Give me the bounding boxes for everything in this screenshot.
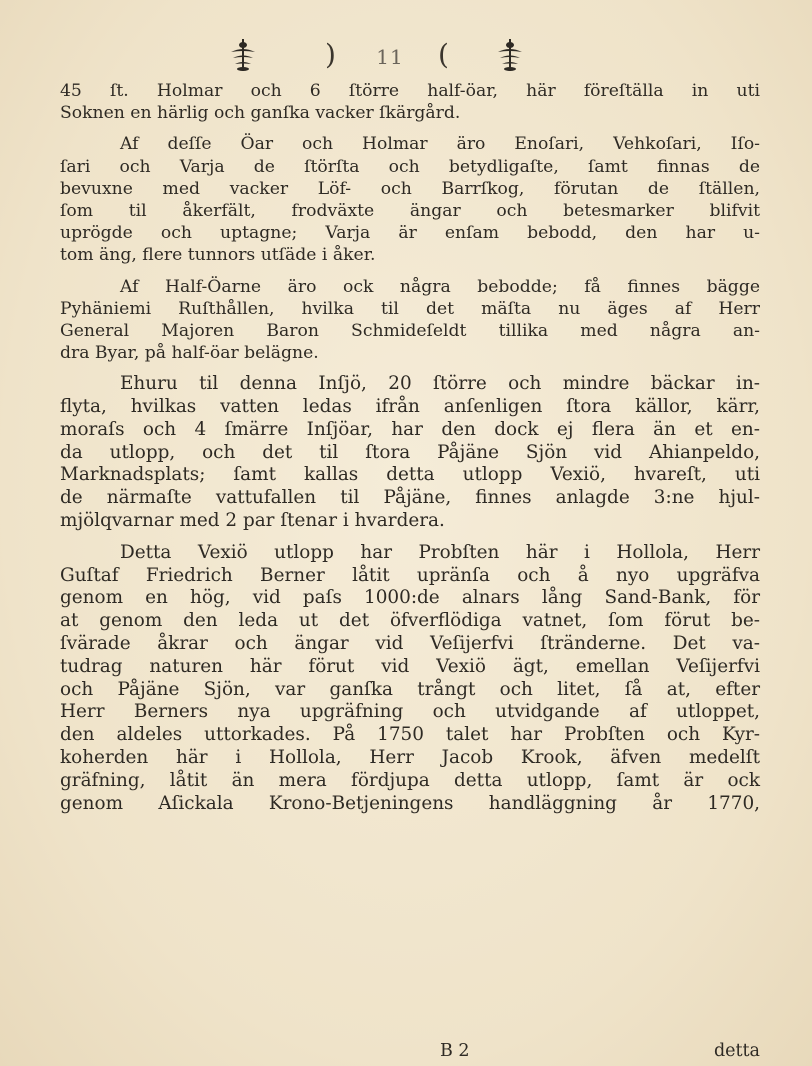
catchword: detta [713, 1041, 760, 1061]
page-footer [60, 1040, 760, 1062]
header-bracket-close: ( [438, 38, 449, 71]
text-line: ſvärade åkrar och ängar vid Veſijerfvi ſtränderne. Det va- [60, 633, 760, 655]
page-header [0, 38, 812, 78]
body-text [60, 80, 760, 815]
text-line: och Påjäne Sjön, var ganſka trångt och litet, ſå at, efter [60, 678, 760, 700]
header-bracket-open: ) [325, 38, 336, 71]
paragraph [60, 542, 760, 816]
text-line: genom en hög, vid paſs 1000:de alnars lång Sand-Bank, för [60, 587, 760, 609]
fleuron-ornament-icon [495, 38, 525, 72]
text-line: tudrag naturen här förut vid Vexiö ägt, emellan Veſijerfvi [60, 655, 760, 677]
text-line: mjölqvarnar med 2 par ſtenar i hvardera. [60, 510, 445, 532]
text-line: Guſtaf Friedrich Berner låtit upränſa och å nyo upgräfva [60, 564, 760, 586]
text-line: ſari och Varja de ſtörſta och betydligaſte, ſamt finnas de [60, 156, 760, 177]
text-line: Ehuru til denna Inſjö, 20 ſtörre och mindre bäckar in- [120, 373, 760, 395]
paragraph [60, 373, 760, 533]
text-line: koherden här i Hollola, Herr Jacob Krook, äfven medelſt [60, 747, 760, 768]
fleuron-ornament-icon [228, 38, 258, 72]
text-line: Herr Berners nya upgräfning och utvidgande af utloppet, [60, 701, 760, 723]
text-line: den aldeles uttorkades. På 1750 talet har Probſten och Kyr- [60, 724, 760, 746]
text-line: moraſs och 4 ſmärre Inſjöar, har den dock ej flera än et en- [60, 418, 760, 440]
text-line: 45 ſt. Holmar och 6 ſtörre half-öar, här föreſtälla in uti [60, 81, 760, 101]
text-line: Soknen en härlig och ganſka vacker ſkärgård. [60, 103, 461, 124]
text-line: uprögde och uptagne; Varja är enſam bebodd, den har u- [60, 223, 760, 244]
text-line: genom Aſickala Krono-Betjeningens handläggning år 1770, [60, 792, 760, 814]
paragraph [60, 133, 760, 266]
paragraph [60, 80, 760, 124]
text-line: General Majoren Baron Schmideſeldt tillika med några an- [60, 320, 760, 341]
text-line: Af deſſe Öar och Holmar äro Enoſari, Vehkoſari, Iſo- [120, 134, 760, 155]
text-line: Pyhäniemi Ruſthållen, hvilka til det mäſta nu äges af Herr [60, 298, 760, 319]
signature-mark: B 2 [440, 1041, 470, 1061]
text-line: gräfning, låtit än mera fördjupa detta utlopp, ſamt är ock [60, 769, 760, 791]
paragraph [60, 276, 760, 365]
text-line: flyta, hvilkas vatten ledas ifrån anſenligen ſtora källor, kärr, [60, 396, 760, 418]
text-line: da utlopp, och det til ſtora Påjäne Sjön vid Ahianpeldo, [60, 441, 760, 463]
text-line: tom äng, flere tunnors utſäde i åker. [60, 245, 376, 266]
page-number: 11 [376, 45, 404, 69]
text-line: de närmaſte vattufallen til Påjäne, finnes anlagde 3:ne hjul- [60, 487, 760, 509]
text-line: ſom til åkerfält, frodväxte ängar och betesmarker blifvit [60, 200, 760, 221]
text-line: bevuxne med vacker Löf- och Barrſkog, förutan de ſtällen, [60, 178, 760, 199]
text-line: Marknadsplats; ſamt kallas detta utlopp Vexiö, hvareſt, uti [60, 464, 760, 486]
text-line: Af Half-Öarne äro ock några bebodde; få finnes bägge [120, 276, 760, 297]
text-line: Detta Vexiö utlopp har Probſten här i Hollola, Herr [120, 541, 760, 563]
text-line: at genom den leda ut det öfverflödiga vatnet, ſom förut be- [60, 610, 760, 632]
text-line: dra Byar, på half-öar belägne. [60, 343, 319, 364]
